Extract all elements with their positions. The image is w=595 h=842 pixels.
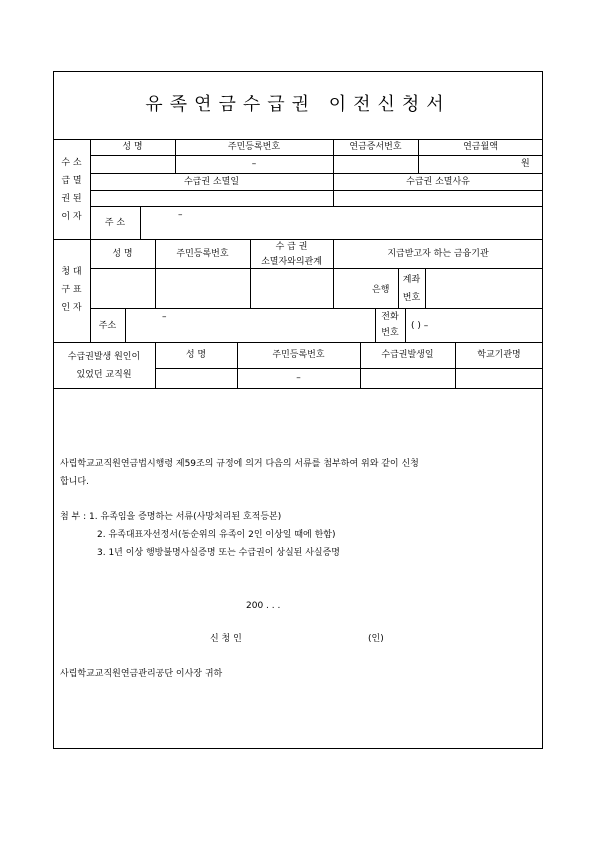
deceased-label-2: 급 멸	[61, 176, 82, 186]
rule	[90, 206, 543, 207]
rep-address-label: 주소	[98, 321, 117, 331]
rule	[90, 308, 543, 309]
rule	[155, 368, 543, 369]
extinct-reason-header: 수급권 소멸사유	[406, 177, 470, 187]
monthly-amount-header: 연금월액	[463, 142, 498, 152]
deceased-address-label: 주 소	[104, 218, 126, 228]
bank-header: 지급받고자 하는 금융기관	[387, 249, 489, 259]
phone-label-2: 번호	[381, 328, 399, 338]
phone-label-1: 전화	[381, 312, 399, 322]
deceased-label-1: 수 소	[61, 158, 82, 168]
rule	[405, 308, 406, 342]
deceased-label-4: 이 자	[61, 212, 82, 222]
rep-label-2: 구 표	[61, 285, 82, 295]
phone-format: ( ) –	[411, 321, 429, 331]
rep-label-1: 청 대	[61, 267, 82, 277]
won-unit: 원	[521, 159, 530, 169]
rule	[90, 173, 543, 174]
rule	[425, 268, 426, 308]
seal-mark: (인)	[368, 634, 384, 644]
occurrence-date-header: 수급권발생일	[381, 350, 434, 360]
school-name-header: 학교기관명	[477, 350, 521, 360]
attachment-3: 3. 1년 이상 행방불명사실증명 또는 수급권이 상실된 사실증명	[97, 548, 340, 558]
rule	[90, 155, 543, 156]
form-title: 유족연금수급권 이전신청서	[145, 94, 451, 115]
staff-rrn-dash: –	[296, 373, 301, 383]
deceased-address-dash: –	[178, 210, 183, 220]
bank-label: 은행	[372, 285, 390, 295]
rule	[125, 308, 126, 342]
rule	[53, 342, 543, 343]
relation-header-2: 소멸자와의관계	[261, 257, 322, 267]
extinct-date-header: 수급권 소멸일	[183, 177, 240, 187]
rep-rrn-header: 주민등록번호	[176, 249, 229, 259]
rule	[90, 139, 91, 342]
staff-label-2: 있었던 교직원	[76, 370, 132, 380]
staff-name-header: 성 명	[185, 350, 207, 360]
application-date: 200 . . .	[246, 601, 281, 611]
account-label-1: 계좌	[402, 275, 421, 285]
pension-cert-header: 연금증서번호	[349, 142, 402, 152]
rule	[53, 139, 543, 140]
attachment-1: 첨 부 : 1. 유족임을 증명하는 서류(사망처리된 호적등본)	[60, 512, 282, 522]
rule	[53, 239, 543, 240]
staff-label-1: 수급권발생 원인이	[67, 352, 141, 362]
deceased-rrn-header: 주민등록번호	[227, 142, 281, 152]
rep-label-3: 인 자	[61, 303, 82, 313]
attachment-2: 2. 유족대표자선정서(동순위의 유족이 2인 이상일 때에 한함)	[97, 530, 336, 540]
rule	[90, 268, 543, 269]
rule	[53, 388, 543, 389]
addressee: 사립학교교직원연금관리공단 이사장 귀하	[60, 669, 223, 679]
deceased-name-header: 성 명	[122, 142, 143, 152]
deceased-label-3: 권 된	[61, 194, 82, 204]
rep-address-dash: –	[162, 312, 167, 322]
relation-header-1: 수 급 권	[275, 242, 308, 252]
deceased-rrn-dash: –	[251, 159, 257, 169]
account-label-2: 번호	[402, 293, 421, 303]
rule	[90, 190, 543, 191]
rep-name-header: 성 명	[112, 249, 133, 259]
request-text-line-1: 사립학교교직원연금법시행령 제59조의 규정에 의거 다음의 서류를 첨부하여 위와 같이 신청	[60, 459, 419, 469]
request-text-line-2: 합니다.	[60, 477, 89, 487]
applicant-label: 신 청 인	[210, 634, 242, 644]
rule	[140, 206, 141, 239]
staff-rrn-header: 주민등록번호	[272, 350, 325, 360]
